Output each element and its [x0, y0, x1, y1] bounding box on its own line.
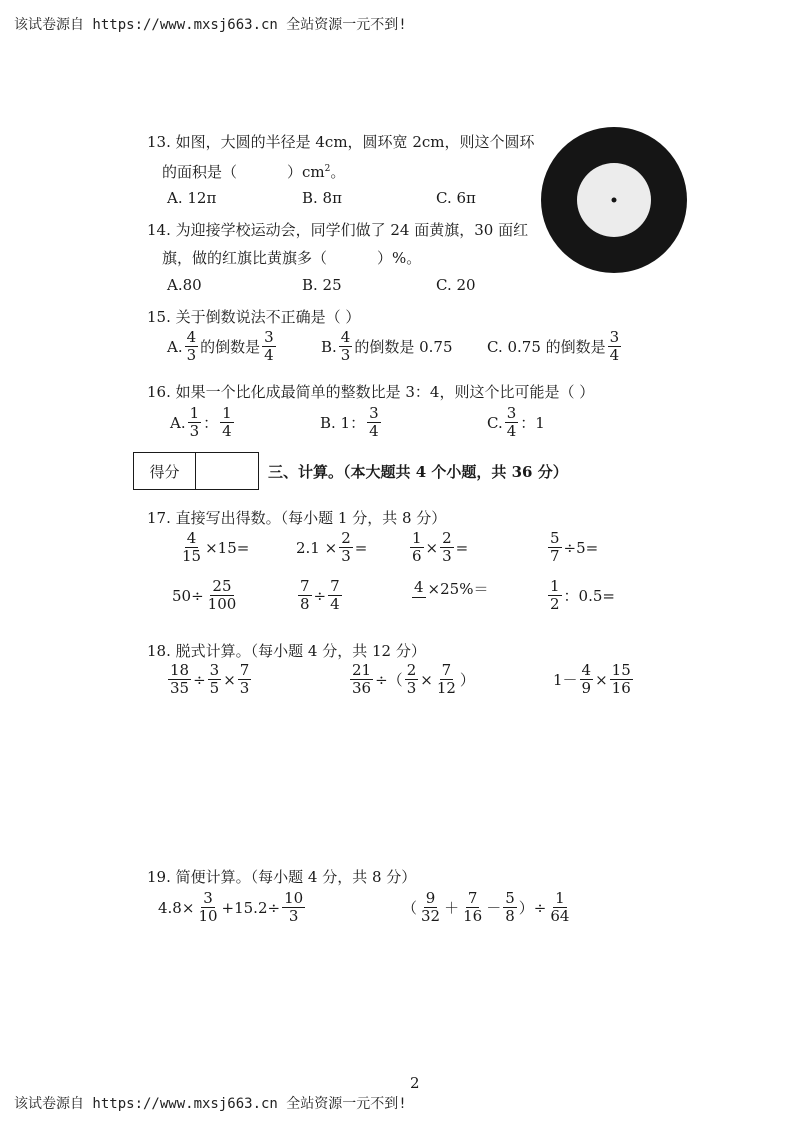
q17-stem: 17. 直接写出得数。（每小题 1 分，共 8 分） — [147, 509, 447, 527]
source-banner-bottom: 该试卷源自 https://www.mxsj663.cn 全站资源一元不到! — [14, 1096, 407, 1112]
q14-option-c: C. 20 — [436, 276, 476, 294]
fraction-7-8: $\frac{7}{8}$ — [300, 577, 310, 614]
fraction-7-16: $\frac{7}{16}$ — [463, 889, 483, 926]
fraction-7-12: $\frac{7}{12}$ — [436, 661, 456, 698]
fraction-10-3: $\frac{10}{3}$ — [284, 889, 304, 926]
q14-line1: 14. 为迎接学校运动会，同学们做了 24 面黄旗，30 面红 — [147, 221, 529, 239]
q15-stem: 15. 关于倒数说法不正确是（ ） — [147, 308, 361, 326]
page-number: 2 — [410, 1074, 420, 1092]
fraction-7-4: $\frac{7}{4}$ — [330, 577, 340, 614]
q14-option-a: A.80 — [167, 276, 202, 294]
q17-item-2: 2.1 × $\frac{2}{3}$ = — [296, 529, 368, 566]
q17-item-3: $\frac{1}{6}$ × $\frac{2}{3}$ = — [412, 529, 469, 566]
fraction-3-4: $\frac{3}{4}$ — [609, 328, 620, 365]
q19-item-1: 4.8× $\frac{3}{10}$ +15.2÷ $\frac{10}{3}$ — [158, 889, 304, 926]
q13-line2: 的面积是（ ）$cm^2$。 — [162, 163, 346, 181]
score-box — [133, 452, 259, 490]
fraction-1-3: $\frac{1}{3}$ — [189, 404, 200, 441]
q16-stem: 16. 如果一个比化成最简单的整数比是 3：4，则这个比可能是（ ） — [147, 383, 595, 401]
score-label: 得分 — [134, 453, 196, 489]
fraction-3-4: $\frac{3}{4}$ — [506, 404, 517, 441]
q16-option-b: B. 1： $\frac{3}{4}$ — [320, 404, 379, 441]
fraction-1-6: $\frac{1}{6}$ — [412, 529, 422, 566]
source-banner-top: 该试卷源自 https://www.mxsj663.cn 全站资源一元不到! — [14, 17, 407, 33]
fraction-7-3: $\frac{7}{3}$ — [239, 661, 250, 698]
q17-item-5: 50÷ $\frac{25}{100}$ — [172, 577, 237, 614]
q13-line1: 13. 如图，大圆的半径是 4cm，圆环宽 2cm，则这个圆环 — [147, 133, 535, 151]
fraction-2-3: $\frac{2}{3}$ — [442, 529, 452, 566]
fraction-2-3: $\frac{2}{3}$ — [341, 529, 351, 566]
fraction-1-64: $\frac{1}{64}$ — [550, 889, 570, 926]
q17-item-1: $\frac{4}{15}$ ×15= — [182, 529, 250, 566]
fraction-4-9: $\frac{4}{9}$ — [581, 661, 592, 698]
q15-option-b: B. $\frac{4}{3}$ 的倒数是 0.75 — [321, 328, 453, 365]
q17-item-4: $\frac{5}{7}$ ÷5= — [550, 529, 599, 566]
annulus-figure — [540, 126, 688, 274]
fraction-5-7: $\frac{5}{7}$ — [550, 529, 560, 566]
q18-item-3: 1－ $\frac{4}{9}$ × $\frac{15}{16}$ — [553, 661, 631, 698]
q17-item-8: $\frac{1}{2}$ ：0.5= — [550, 577, 615, 614]
q19-stem: 19. 简便计算。（每小题 4 分，共 8 分） — [147, 868, 417, 886]
fraction-15-16: $\frac{15}{16}$ — [611, 661, 631, 698]
q15-option-a: A. $\frac{4}{3}$ 的倒数是 $\frac{3}{4}$ — [167, 328, 274, 365]
fraction-3-5: $\frac{3}{5}$ — [209, 661, 220, 698]
q15-option-c: C. 0.75 的倒数是 $\frac{3}{4}$ — [487, 328, 620, 365]
fraction-4-3: $\frac{4}{3}$ — [186, 328, 197, 365]
q16-option-c: C. $\frac{3}{4}$ ：1 — [487, 404, 545, 441]
fraction-2-3: $\frac{2}{3}$ — [406, 661, 417, 698]
fraction-25-100: $\frac{25}{100}$ — [207, 577, 237, 614]
q19-item-2: （ $\frac{9}{32}$ ＋ $\frac{7}{16}$ － $\frac{5}{8}$ ）÷ $\frac{1}{64}$ — [402, 889, 570, 926]
fraction-21-36: $\frac{21}{36}$ — [352, 661, 372, 698]
fraction-9-32: $\frac{9}{32}$ — [421, 889, 441, 926]
q13-option-b: B. 8π — [302, 189, 342, 207]
q18-stem: 18. 脱式计算。（每小题 4 分，共 12 分） — [147, 642, 426, 660]
fraction-4-5: 4 — [414, 578, 424, 597]
q18-item-2: $\frac{21}{36}$ ÷ （ $\frac{2}{3}$ × $\frac{7}{12}$ ） — [352, 661, 475, 698]
fraction-3-4: $\frac{3}{4}$ — [264, 328, 274, 365]
fraction-4-3: $\frac{4}{3}$ — [340, 328, 351, 365]
q18-item-1: $\frac{18}{35}$ ÷ $\frac{3}{5}$ × $\frac{7}{3}$ — [170, 661, 250, 698]
section3-title: 三、计算。（本大题共 4 个小题，共 36 分） — [268, 463, 568, 481]
fraction-1-4: $\frac{1}{4}$ — [222, 404, 232, 441]
q17-item-7: 4 ×25%＝ — [414, 578, 489, 598]
fraction-1-2: $\frac{1}{2}$ — [550, 577, 560, 614]
fraction-18-35: $\frac{18}{35}$ — [170, 661, 190, 698]
fraction-4-15: $\frac{4}{15}$ — [182, 529, 202, 566]
fraction-3-10: $\frac{3}{10}$ — [198, 889, 218, 926]
q13-option-c: C. 6π — [436, 189, 476, 207]
q13-option-a: A. 12π — [167, 189, 217, 207]
q16-option-a: A. $\frac{1}{3}$ ： $\frac{1}{4}$ — [170, 404, 232, 441]
q17-item-6: $\frac{7}{8}$ ÷ $\frac{7}{4}$ — [300, 577, 340, 614]
fraction-5-8: $\frac{5}{8}$ — [505, 889, 515, 926]
center-point — [612, 198, 617, 203]
fraction-3-4: $\frac{3}{4}$ — [369, 404, 379, 441]
q14-option-b: B. 25 — [302, 276, 342, 294]
q14-line2: 旗，做的红旗比黄旗多（ ）%。 — [162, 249, 422, 267]
